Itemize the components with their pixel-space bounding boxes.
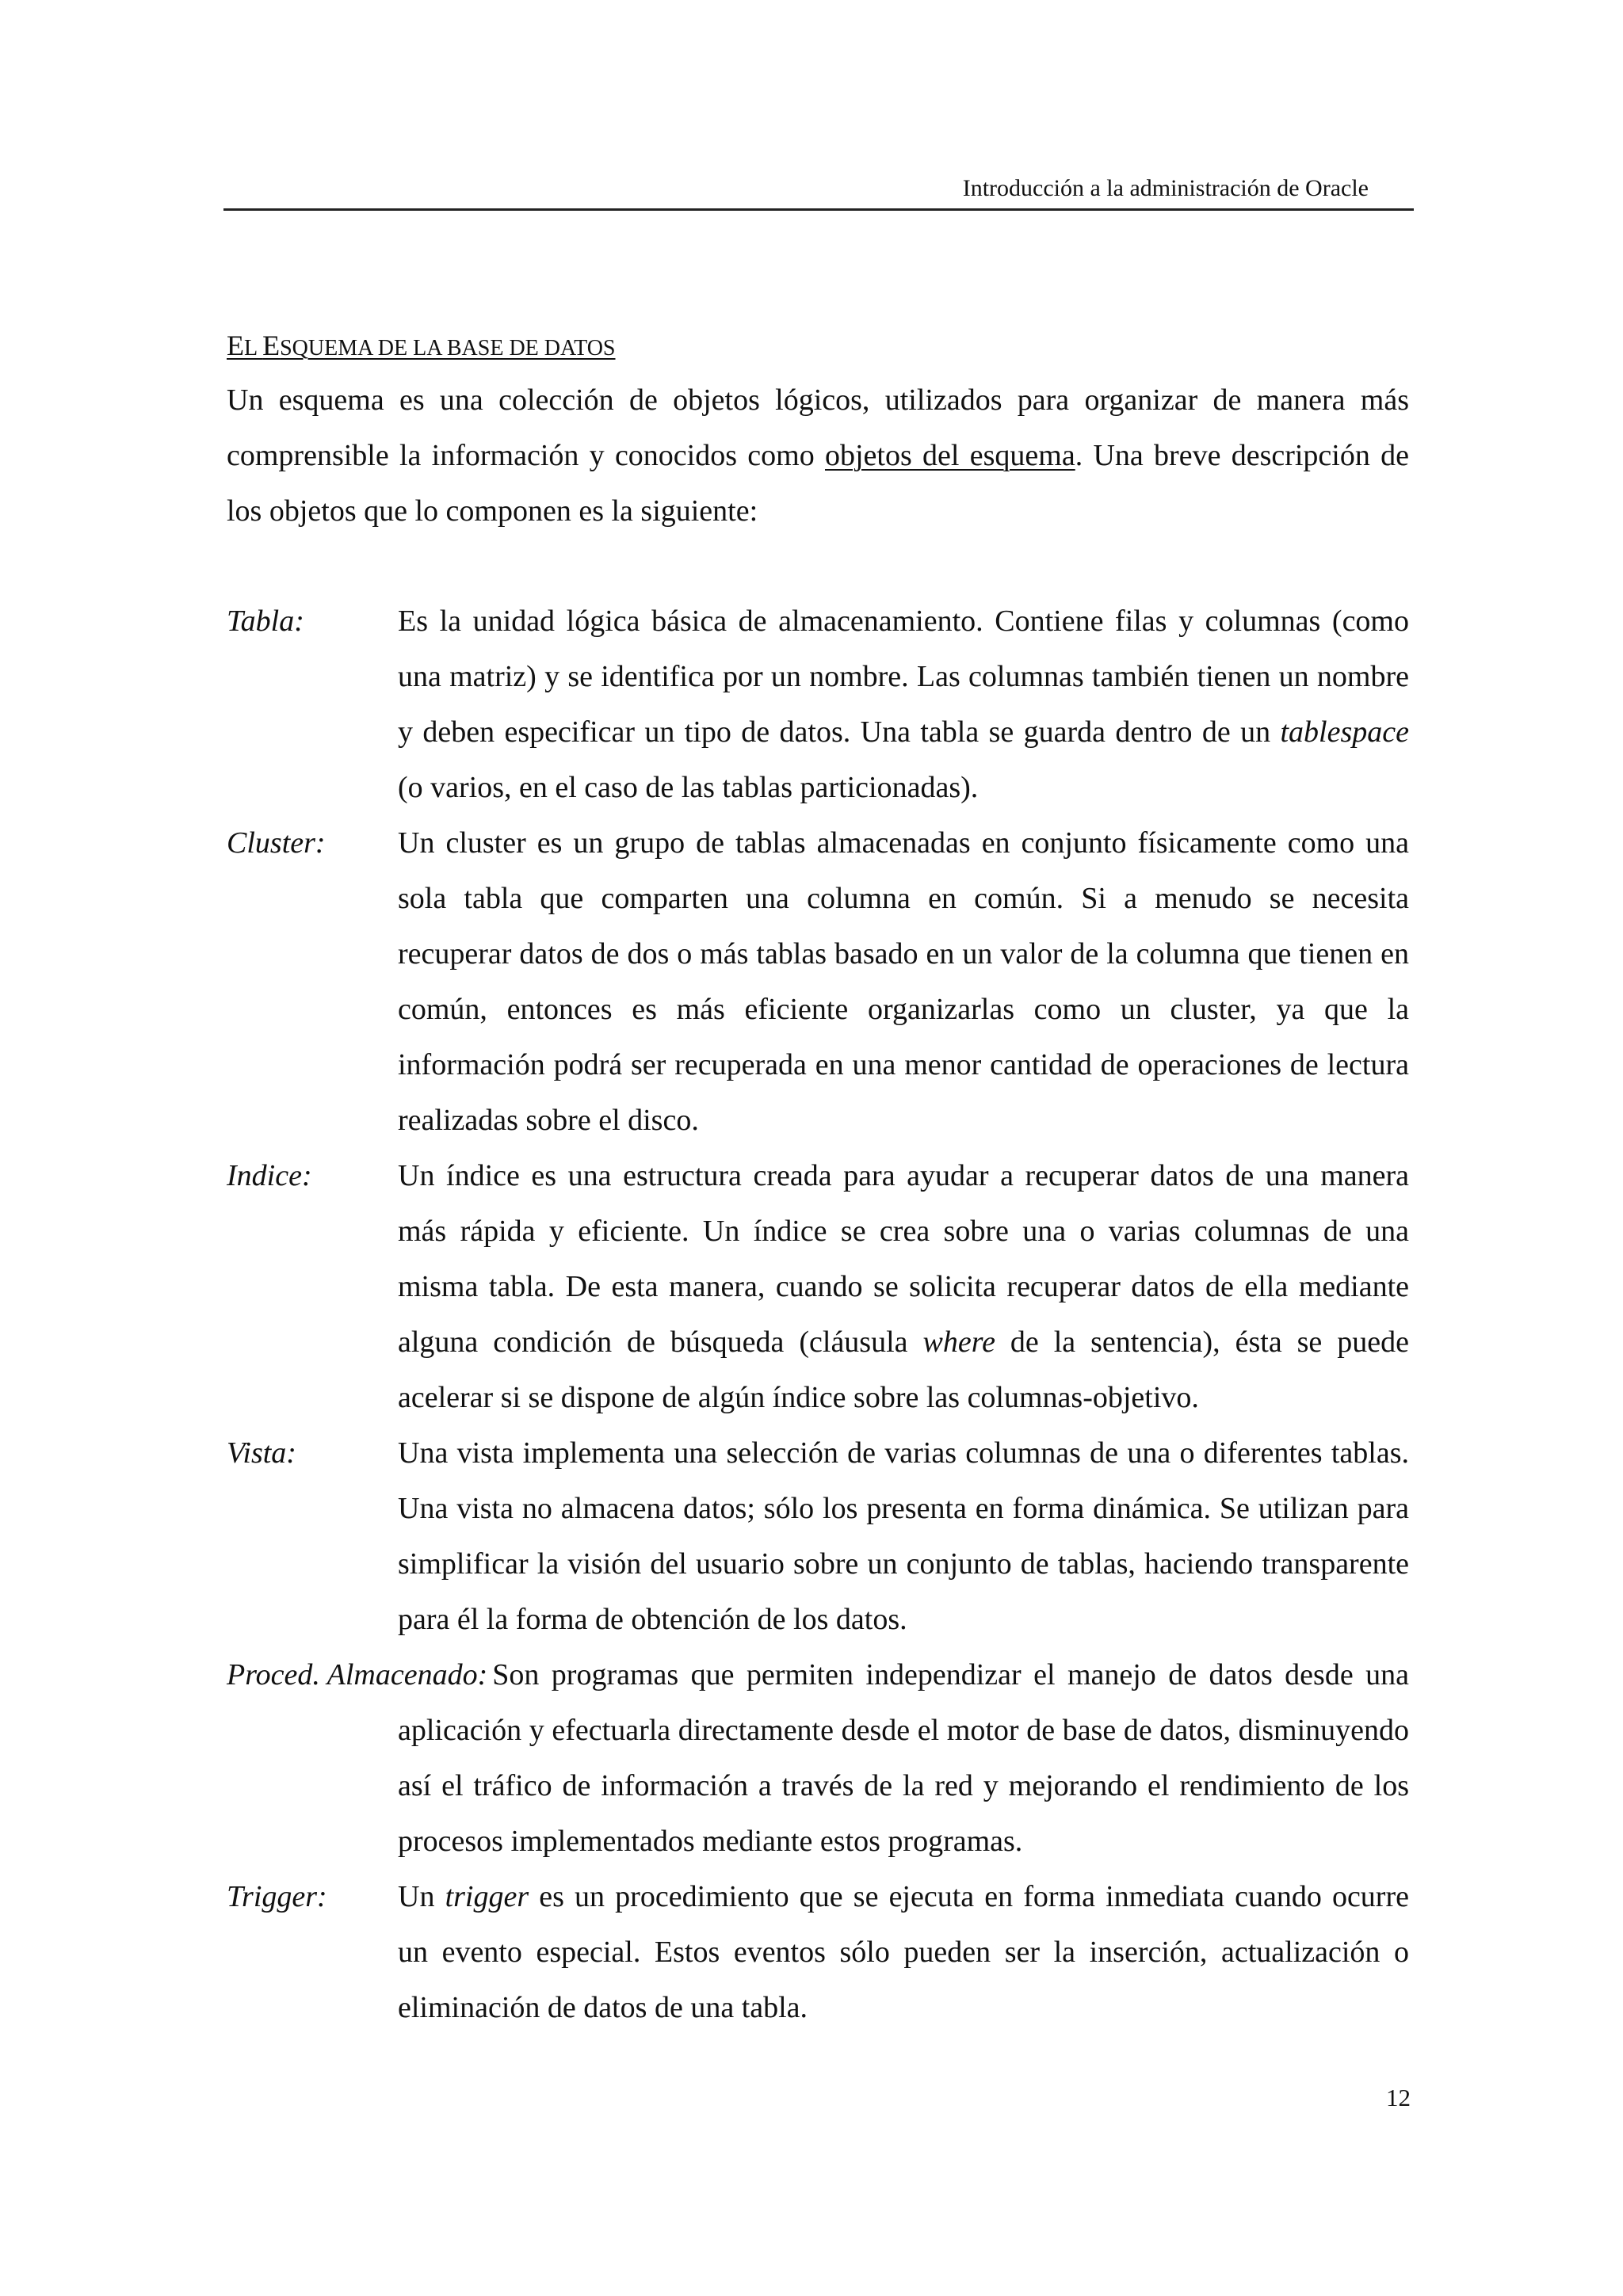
definition-text: [398, 1647, 1409, 1869]
definition-entry-indice: [227, 1148, 1409, 1425]
definition-term: Cluster:: [227, 826, 326, 860]
definition-italic-term: tablespace: [1280, 715, 1409, 749]
definition-text: [398, 1869, 1409, 2035]
definition-italic-term: trigger: [445, 1880, 529, 1913]
definition-text-part: Son programas que permiten independizar el manejo de datos desde una aplicación y efectuarla directamente desde el motor de base de datos, disminuyendo así el tráfico de información a través de la red y mejorando el rendimiento de los procesos implementados mediante estos programas.: [398, 1658, 1409, 1858]
section-title-cap-1: E: [227, 330, 244, 361]
definition-list: [227, 593, 1409, 2035]
definition-text-part: de la sentencia), ésta se puede acelerar si se dispone de algún índice sobre las columnas-objetivo.: [398, 1325, 1409, 1414]
definition-italic-term: where: [922, 1325, 995, 1359]
definition-term: Proced. Almacenado:: [227, 1658, 488, 1691]
definition-text: [398, 1148, 1409, 1425]
definition-text: [398, 1425, 1409, 1647]
definition-text-part: es un procedimiento que se ejecuta en forma inmediata cuando ocurre un evento especial. Estos eventos sólo pueden ser la inserción, actualización o eliminación de datos de una tabla.: [398, 1880, 1409, 2024]
definition-text-part: Es la unidad lógica básica de almacenamiento. Contiene filas y columnas (como una matriz) y se identifica por un nombre. Las columnas también tienen un nombre y deben especificar un tipo de datos. Una tabla se guarda dentro de un: [398, 605, 1409, 749]
definition-term: Tabla:: [227, 605, 304, 638]
definition-entry-trigger: [227, 1869, 1409, 2035]
section-title-part-1: L: [244, 336, 263, 360]
definition-entry-cluster: [227, 815, 1409, 1148]
definition-entry-procedimiento: [227, 1647, 1409, 1869]
definition-term: Indice:: [227, 1159, 312, 1192]
intro-underlined-term: objetos del esquema: [825, 439, 1075, 472]
definition-text-part: Un índice es una estructura creada para ayudar a recuperar datos de una manera más rápida y eficiente. Un índice se crea sobre una o varias columnas de una misma tabla. De esta manera, cuando se solicita recuperar datos de ella mediante alguna condición de búsqueda (cláusula: [398, 1159, 1409, 1359]
running-header: [223, 171, 1414, 211]
definition-text-part: Una vista implementa una selección de varias columnas de una o diferentes tablas. Una vista no almacena datos; sólo los presenta en forma dinámica. Se utilizan para simplificar la visión del usuario sobre un conjunto de tablas, haciendo transparente para él la forma de obtención de los datos.: [398, 1436, 1409, 1636]
running-header-title: Introducción a la administración de Oracle: [962, 175, 1369, 201]
intro-text-after: . Una breve descripción de los objetos que lo componen es la siguiente:: [227, 439, 1409, 528]
section-title-cap-2: E: [262, 330, 281, 361]
definition-text-part: Un: [398, 1880, 445, 1913]
definition-text-part: Un cluster es un grupo de tablas almacenadas en conjunto físicamente como una sola tabla que comparten una columna en común. Si a menudo se necesita recuperar datos de dos o más tablas basado en un valor de la columna que tienen en común, entonces es más eficiente organizarlas como un cluster, ya que la información podrá ser recuperada en una menor cantidad de operaciones de lectura realizadas sobre el disco.: [398, 826, 1409, 1137]
section-title: [227, 331, 616, 363]
intro-text-before: Un esquema es una colección de objetos lógicos, utilizados para organizar de manera más comprensible la información y conocidos como: [227, 383, 1409, 472]
definition-term: Trigger:: [227, 1880, 327, 1913]
definition-term: Vista:: [227, 1436, 296, 1470]
definition-entry-vista: [227, 1425, 1409, 1647]
definition-text: [398, 815, 1409, 1148]
section-title-part-2: SQUEMA DE LA BASE DE DATOS: [280, 336, 616, 360]
definition-text: [398, 593, 1409, 815]
definition-text-part: (o varios, en el caso de las tablas particionadas).: [398, 771, 979, 804]
definition-entry-tabla: [227, 593, 1409, 815]
page-number: 12: [1386, 2084, 1411, 2111]
intro-paragraph: [227, 372, 1409, 539]
